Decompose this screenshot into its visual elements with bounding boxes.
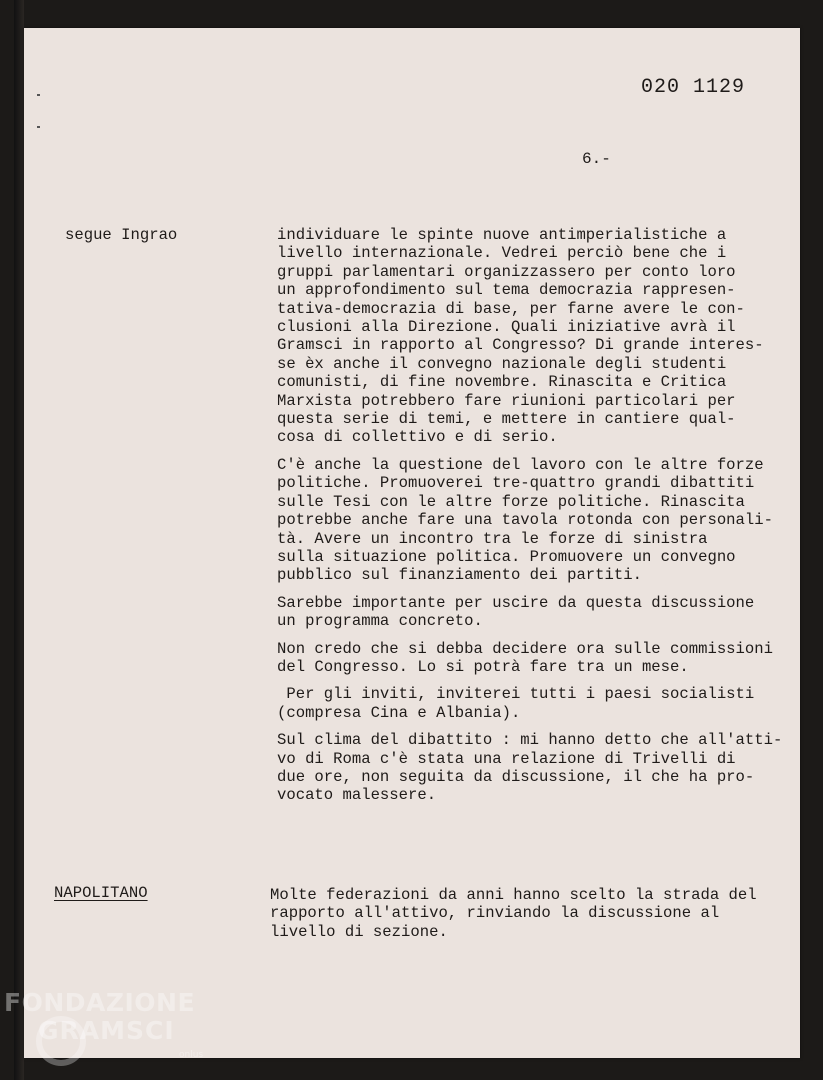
paragraph xyxy=(277,685,807,722)
text-line: (compresa Cina e Albania). xyxy=(277,703,521,722)
text-line: politiche. Promuoverei tre-quattro grandi dibattiti xyxy=(277,474,755,493)
text-line: sulle Tesi con le altre forze politiche. Rinascita xyxy=(277,492,745,511)
text-line: un programma concreto. xyxy=(277,612,483,631)
text-line: un approfondimento sul tema democrazia rappresen- xyxy=(277,281,736,300)
ingrao-text-block xyxy=(277,226,807,814)
text-line: tativa-democrazia di base, per farne avere le con- xyxy=(277,299,745,318)
paragraph xyxy=(277,640,807,677)
text-line: C'è anche la questione del lavoro con le altre forze xyxy=(277,455,764,474)
text-line: Marxista potrebbero fare riunioni particolari per xyxy=(277,391,736,410)
text-line: Molte federazioni da anni hanno scelto la strada del xyxy=(270,886,757,904)
text-line: gruppi parlamentari organizzassero per conto loro xyxy=(277,262,736,281)
text-line: due ore, non seguita da discussione, il che ha pro- xyxy=(277,767,755,786)
paragraph xyxy=(270,886,800,941)
paragraph xyxy=(277,594,807,631)
watermark-line2: GRAMSCI xyxy=(38,1016,175,1045)
text-line: pubblico sul finanziamento dei partiti. xyxy=(277,566,642,585)
napolitano-text-block xyxy=(270,886,800,950)
watermark-suffix: onlus xyxy=(179,1050,204,1060)
text-line: comunisti, di fine novembre. Rinascita e Critica xyxy=(277,373,727,392)
paragraph xyxy=(277,456,807,585)
text-line: Non credo che si debba decidere ora sulle commissioni xyxy=(277,639,773,658)
text-line: rapporto all'attivo, rinviando la discussione al xyxy=(270,904,720,923)
text-line: Gramsci in rapporto al Congresso? Di grande interes- xyxy=(277,336,764,355)
text-line: Per gli inviti, inviterei tutti i paesi socialisti xyxy=(277,685,755,704)
text-line: tà. Avere un incontro tra le forze di sinistra xyxy=(277,529,708,548)
text-line: Sul clima del dibattito : mi hanno detto che all'atti- xyxy=(277,731,783,750)
text-line: Sarebbe importante per uscire da questa discussione xyxy=(277,593,755,612)
text-line: individuare le spinte nuove antimperialistiche a xyxy=(277,226,727,244)
text-line: sulla situazione politica. Promuovere un convegno xyxy=(277,547,736,566)
page-number: 6.- xyxy=(582,150,611,168)
speaker-label-ingrao: segue Ingrao xyxy=(65,226,178,244)
text-line: vo di Roma c'è stata una relazione di Trivelli di xyxy=(277,749,736,768)
paragraph xyxy=(277,731,807,805)
text-line: vocato malessere. xyxy=(277,786,437,805)
text-line: del Congresso. Lo si potrà fare tra un mese. xyxy=(277,657,689,676)
document-page xyxy=(24,28,800,1058)
watermark-line1: FONDAZIONE xyxy=(4,988,196,1017)
archive-number: 020 1129 xyxy=(641,76,746,99)
text-line: questa serie di temi, e mettere in cantiere qual- xyxy=(277,410,736,429)
text-line: se èx anche il convegno nazionale degli studenti xyxy=(277,354,727,373)
paragraph xyxy=(277,226,807,447)
margin-mark xyxy=(37,126,40,128)
fondazione-gramsci-watermark xyxy=(4,988,204,1068)
speaker-label-napolitano: NAPOLITANO xyxy=(54,884,148,902)
text-line: cosa di collettivo e di serio. xyxy=(277,428,558,447)
text-line: livello di sezione. xyxy=(270,922,448,941)
text-line: potrebbe anche fare una tavola rotonda con personali- xyxy=(277,511,773,530)
text-line: clusioni alla Direzione. Quali iniziative avrà il xyxy=(277,318,736,337)
margin-mark xyxy=(37,94,40,96)
text-line: livello internazionale. Vedrei perciò bene che i xyxy=(277,244,727,263)
binding-edge xyxy=(14,0,24,1080)
